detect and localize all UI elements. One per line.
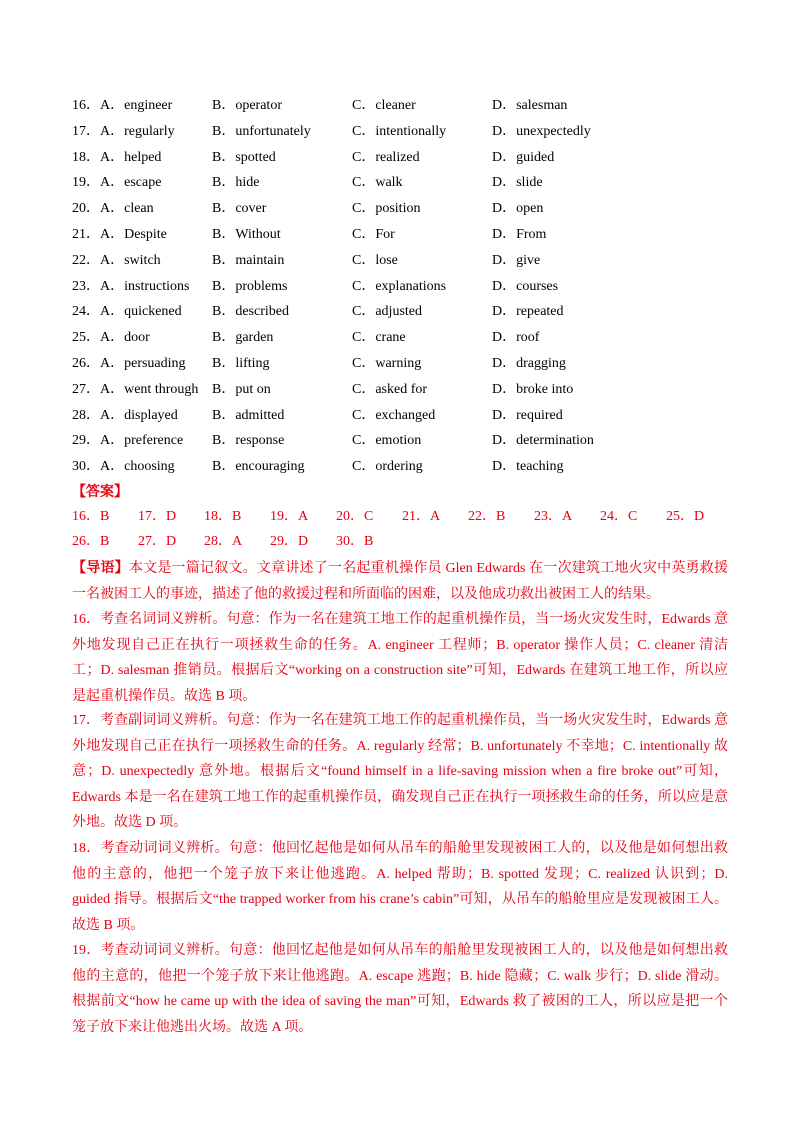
option-d-text: D．salesman [492, 98, 568, 113]
option-a-text: A．quickened [100, 304, 182, 320]
option-b-cell [212, 351, 352, 377]
option-d-text: D．repeated [492, 304, 564, 320]
option-a-text: A．instructions [100, 278, 190, 294]
option-d-text: D．teaching [492, 459, 564, 475]
answer-item: 30．B [336, 534, 374, 549]
option-c-text: C．explanations [352, 278, 447, 294]
option-a-text: A．helped [100, 149, 162, 165]
option-d-text: D．give [492, 252, 541, 268]
option-a-text: A．engineer [100, 98, 173, 113]
option-c-text: C．warning [352, 355, 422, 371]
option-a-cell [72, 299, 212, 325]
option-a-text: A．preference [100, 433, 184, 449]
option-b-text: B．hide [212, 175, 260, 191]
option-d-cell [492, 428, 652, 454]
answer-item: 27．D [138, 534, 177, 549]
intro-paragraph [72, 556, 728, 607]
option-a-cell [72, 325, 212, 351]
option-c-cell [352, 274, 492, 300]
answer-item: 17．D [138, 509, 177, 524]
option-a-text: A．regularly [100, 123, 175, 139]
explanation-17: 17．考查副词词义辨析。句意：作为一名在建筑工地工作的起重机操作员，当一场火灾发生时，Edwards 意外地发现自己正在执行一项拯救生命的任务。A. regularly 经常；B. unfortunately 不幸地；C. intentionally 故意；D. unexpectedly 意外地。根据后文“found himself in a life-saving mission when a fire broke out”可知，Edwards 本是一名在建筑工地工作的起重机操作员，确发现自己正在执行一项拯救生命的任务，所以应是意外地。故选 D 项。 [72, 713, 728, 830]
option-c-cell [352, 248, 492, 274]
option-b-cell [212, 119, 352, 145]
option-d-cell [492, 145, 652, 171]
answer-title: 【答案】 [72, 485, 128, 500]
option-c-text: C．position [352, 201, 421, 217]
option-d-cell [492, 170, 652, 196]
option-a-text: A．persuading [100, 355, 186, 371]
option-d-cell [492, 274, 652, 300]
option-d-text: D．guided [492, 149, 555, 165]
option-a-cell [72, 274, 212, 300]
option-b-text: B．garden [212, 330, 274, 346]
option-d-text: D．dragging [492, 355, 566, 371]
option-d-cell [492, 93, 652, 119]
question-number: 21． [72, 226, 100, 242]
answer-item: 29．D [270, 534, 309, 549]
option-row [72, 222, 652, 248]
option-b-cell [212, 170, 352, 196]
option-a-cell [72, 222, 212, 248]
answer-item: 20．C [336, 509, 374, 524]
option-b-cell [212, 403, 352, 429]
question-number: 16． [72, 98, 100, 113]
option-c-text: C．emotion [352, 433, 422, 449]
option-d-cell [492, 222, 652, 248]
option-row [72, 428, 652, 454]
question-number: 20． [72, 201, 100, 217]
option-c-text: C．ordering [352, 459, 423, 475]
option-c-cell [352, 403, 492, 429]
option-b-cell [212, 377, 352, 403]
option-c-text: C．lose [352, 252, 398, 268]
option-b-text: B．admitted [212, 407, 285, 423]
option-a-text: A．switch [100, 252, 161, 268]
question-number: 18． [72, 149, 100, 165]
option-row [72, 377, 652, 403]
option-c-text: C．exchanged [352, 407, 436, 423]
option-b-text: B．spotted [212, 149, 276, 165]
option-a-text: A．clean [100, 201, 154, 217]
option-d-text: D．courses [492, 278, 559, 294]
option-c-text: C．crane [352, 330, 406, 346]
option-a-text: A．went through [100, 381, 199, 397]
option-c-cell [352, 454, 492, 480]
option-row [72, 196, 652, 222]
option-b-text: B．unfortunately [212, 123, 311, 139]
answer-item: 22．B [468, 509, 506, 524]
option-d-cell [492, 299, 652, 325]
option-b-cell [212, 428, 352, 454]
question-number: 26． [72, 355, 100, 371]
option-b-cell [212, 196, 352, 222]
option-row [72, 325, 652, 351]
option-b-text: B．encouraging [212, 459, 305, 475]
option-c-cell [352, 325, 492, 351]
option-a-cell [72, 145, 212, 171]
option-d-text: D．broke into [492, 381, 574, 397]
option-a-cell [72, 93, 212, 119]
options-table [72, 93, 652, 480]
answer-item: 21．A [402, 509, 441, 524]
question-number: 30． [72, 459, 100, 475]
option-b-text: B．maintain [212, 252, 285, 268]
answers-row-2 [72, 530, 402, 554]
option-row [72, 170, 652, 196]
option-c-cell [352, 196, 492, 222]
option-d-text: D．unexpectedly [492, 123, 591, 139]
explanation-18: 18．考查动词词义辨析。句意：他回忆起他是如何从吊车的船舱里发现被困工人的，以及他是如何想出救他的主意的，他把一个笼子放下来让他逃跑。A. helped 帮助；B. spotted 发现；C. realized 认识到；D. guided 指导。根据后文“the trapped worker from his crane’s cabin”可知，从吊车的船舱里应是发现被困工人。故选 B 项。 [72, 841, 728, 933]
option-d-cell [492, 248, 652, 274]
option-b-text: B．operator [212, 98, 282, 113]
option-row [72, 454, 652, 480]
option-a-text: A．Despite [100, 226, 167, 242]
answer-item: 26．B [72, 534, 110, 549]
answers-row-1 [72, 505, 732, 529]
option-a-cell [72, 170, 212, 196]
option-a-text: A．displayed [100, 407, 178, 423]
option-b-cell [212, 145, 352, 171]
option-b-text: B．put on [212, 381, 271, 397]
option-b-text: B．lifting [212, 355, 270, 371]
answer-item: 19．A [270, 509, 309, 524]
option-row [72, 299, 652, 325]
option-b-cell [212, 93, 352, 119]
option-row [72, 119, 652, 145]
option-d-text: D．required [492, 407, 563, 423]
option-c-text: C．For [352, 226, 395, 242]
option-b-text: B．Without [212, 226, 281, 242]
option-row [72, 351, 652, 377]
option-a-cell [72, 119, 212, 145]
option-a-cell [72, 351, 212, 377]
option-c-text: C．asked for [352, 381, 428, 397]
question-number: 25． [72, 330, 100, 346]
option-c-cell [352, 351, 492, 377]
option-row [72, 93, 652, 119]
answer-item: 16．B [72, 509, 110, 524]
option-b-cell [212, 299, 352, 325]
answer-item: 25．D [666, 509, 705, 524]
option-a-text: A．door [100, 330, 150, 346]
option-b-text: B．response [212, 433, 285, 449]
question-number: 23． [72, 278, 100, 294]
question-number: 28． [72, 407, 100, 423]
option-row [72, 248, 652, 274]
option-b-cell [212, 274, 352, 300]
option-d-text: D．From [492, 226, 547, 242]
option-c-cell [352, 119, 492, 145]
option-d-text: D．determination [492, 433, 594, 449]
option-b-cell [212, 222, 352, 248]
option-c-cell [352, 222, 492, 248]
option-c-text: C．adjusted [352, 304, 422, 320]
option-c-cell [352, 93, 492, 119]
option-row [72, 145, 652, 171]
option-b-text: B．cover [212, 201, 267, 217]
question-number: 17． [72, 123, 100, 139]
option-d-text: D．slide [492, 175, 543, 191]
option-c-text: C．cleaner [352, 98, 416, 113]
question-number: 19． [72, 175, 100, 191]
option-b-text: B．described [212, 304, 289, 320]
question-number: 24． [72, 304, 100, 320]
option-d-cell [492, 403, 652, 429]
option-a-cell [72, 454, 212, 480]
option-c-cell [352, 428, 492, 454]
option-d-text: D．open [492, 201, 544, 217]
option-a-cell [72, 196, 212, 222]
option-b-cell [212, 325, 352, 351]
answer-item: 28．A [204, 534, 243, 549]
intro-text: 本文是一篇记叙文。文章讲述了一名起重机操作员 Glen Edwards 在一次建筑工地火灾中英勇救援一名被困工人的事迹，描述了他的救援过程和所面临的困难，以及他成功救出被困工人的结果。 [72, 561, 729, 602]
option-c-cell [352, 170, 492, 196]
option-b-cell [212, 454, 352, 480]
option-a-cell [72, 403, 212, 429]
option-d-cell [492, 325, 652, 351]
option-b-cell [212, 248, 352, 274]
answer-item: 18．B [204, 509, 242, 524]
option-row [72, 403, 652, 429]
option-d-cell [492, 196, 652, 222]
option-c-text: C．intentionally [352, 123, 447, 139]
answer-item: 24．C [600, 509, 638, 524]
option-b-text: B．problems [212, 278, 288, 294]
question-number: 27． [72, 381, 100, 397]
answer-item: 23．A [534, 509, 573, 524]
explanation-16: 16．考查名词词义辨析。句意：作为一名在建筑工地工作的起重机操作员，当一场火灾发生时，Edwards 意外地发现自己正在执行一项拯救生命的任务。A. engineer 工程师；B. operator 操作人员；C. cleaner 清洁工；D. salesman 推销员。根据后文“working on a construction site”可知，Edwards 在建筑工地工作，所以应是起重机操作员。故选 B 项。 [72, 612, 728, 704]
option-d-text: D．roof [492, 330, 540, 346]
option-a-cell [72, 428, 212, 454]
option-d-cell [492, 377, 652, 403]
option-row [72, 274, 652, 300]
question-number: 22． [72, 252, 100, 268]
option-a-cell [72, 248, 212, 274]
option-d-cell [492, 119, 652, 145]
option-a-text: A．choosing [100, 459, 175, 475]
intro-label: 【导语】 [72, 561, 129, 576]
question-number: 29． [72, 433, 100, 449]
explanation-19: 19．考查动词词义辨析。句意：他回忆起他是如何从吊车的船舱里发现被困工人的，以及他是如何想出救他的主意的，他把一个笼子放下来让他逃跑。A. escape 逃跑；B. hide 隐藏；C. walk 步行；D. slide 滑动。根据前文“how he came up with the idea of saving the man”可知，Edwards 救了被困的工人，所以应是把一个笼子放下来让他逃出火场。故选 A 项。 [72, 943, 728, 1035]
option-d-cell [492, 454, 652, 480]
option-a-cell [72, 377, 212, 403]
option-c-cell [352, 377, 492, 403]
option-c-cell [352, 299, 492, 325]
option-c-text: C．realized [352, 149, 420, 165]
option-c-cell [352, 145, 492, 171]
option-a-text: A．escape [100, 175, 162, 191]
option-d-cell [492, 351, 652, 377]
option-c-text: C．walk [352, 175, 403, 191]
